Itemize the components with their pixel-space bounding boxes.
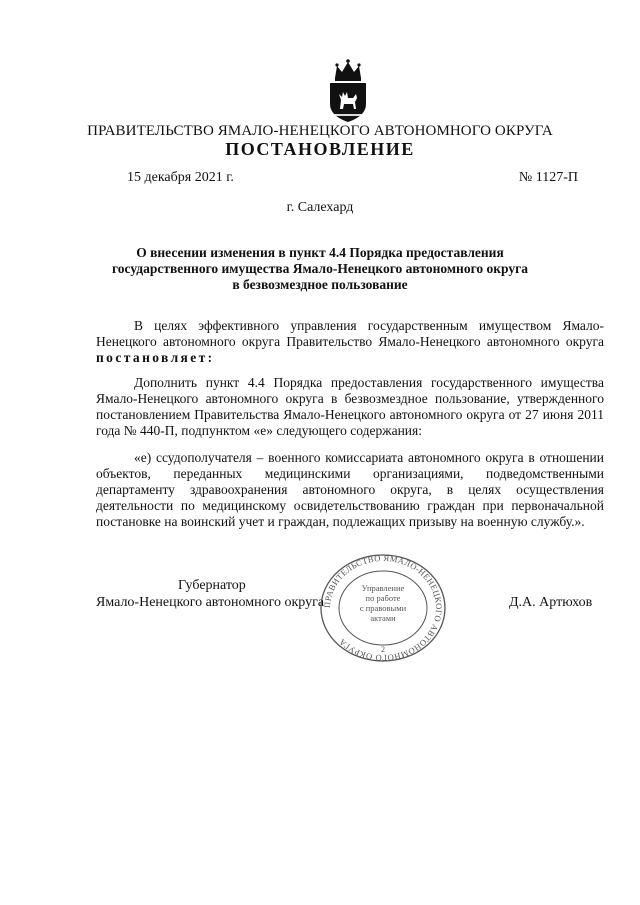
signer-organization: Ямало-Ненецкого автономного округа — [96, 595, 325, 610]
subclause-paragraph: «е) ссудополучателя – военного комиссариата автономного округа в отношении объектов, переданных медицинскими организациями, подведомственными департаменту здравоохранения автономного округа, в целях осуществления деятельности по медицинскому освидетельствованию граждан при первоначальной постановке на воинский учет и граждан, подлежащих призыву на военную службу.». — [96, 450, 604, 529]
preamble-paragraph — [96, 318, 604, 366]
document-title — [100, 245, 540, 293]
decree-word: постановляет: — [96, 350, 215, 365]
document-type: ПОСТАНОВЛЕНИЕ — [225, 139, 415, 159]
preamble-text: В целях эффективного управления государственным имуществом Ямало-Ненецкого автономного округа Правительство Ямало-Ненецкого автономного округа — [96, 318, 604, 349]
stamp-outer-text: ПРАВИТЕЛЬСТВО ЯМАЛО-НЕНЕЦКОГО АВТОНОМНОГО ОКРУГА — [321, 553, 445, 663]
title-line: в безвозмездное пользование — [232, 277, 408, 292]
title-line: государственного имущества Ямало-Ненецкого автономного округа — [112, 261, 528, 276]
signer-title: Губернатор — [178, 578, 246, 593]
document-city: г. Салехард — [286, 200, 354, 215]
signer-name: Д.А. Артюхов — [509, 595, 593, 610]
coat-of-arms-icon — [325, 58, 371, 124]
official-stamp — [318, 553, 448, 663]
stamp-line: по работе — [365, 593, 401, 603]
organization-name: ПРАВИТЕЛЬСТВО ЯМАЛО-НЕНЕЦКОГО АВТОНОМНОГО ОКРУГА — [87, 123, 553, 139]
amendment-paragraph: Дополнить пункт 4.4 Порядка предоставления государственного имущества Ямало-Ненецкого автономного округа в безвозмездное пользование, утвержденного постановлением Правительства Ямало-Ненецкого автономного округа от 27 июня 2011 года № 440-П, подпунктом «е» следующего содержания: — [96, 375, 604, 438]
document-date: 15 декабря 2021 г. — [127, 170, 234, 185]
stamp-line: Управление — [361, 583, 405, 593]
stamp-line: с правовыми — [359, 603, 407, 613]
stamp-line: актами — [370, 613, 396, 623]
title-line: О внесении изменения в пункт 4.4 Порядка предоставления — [136, 245, 504, 260]
stamp-number: 2 — [381, 645, 385, 654]
document-number: № 1127-П — [518, 170, 578, 185]
